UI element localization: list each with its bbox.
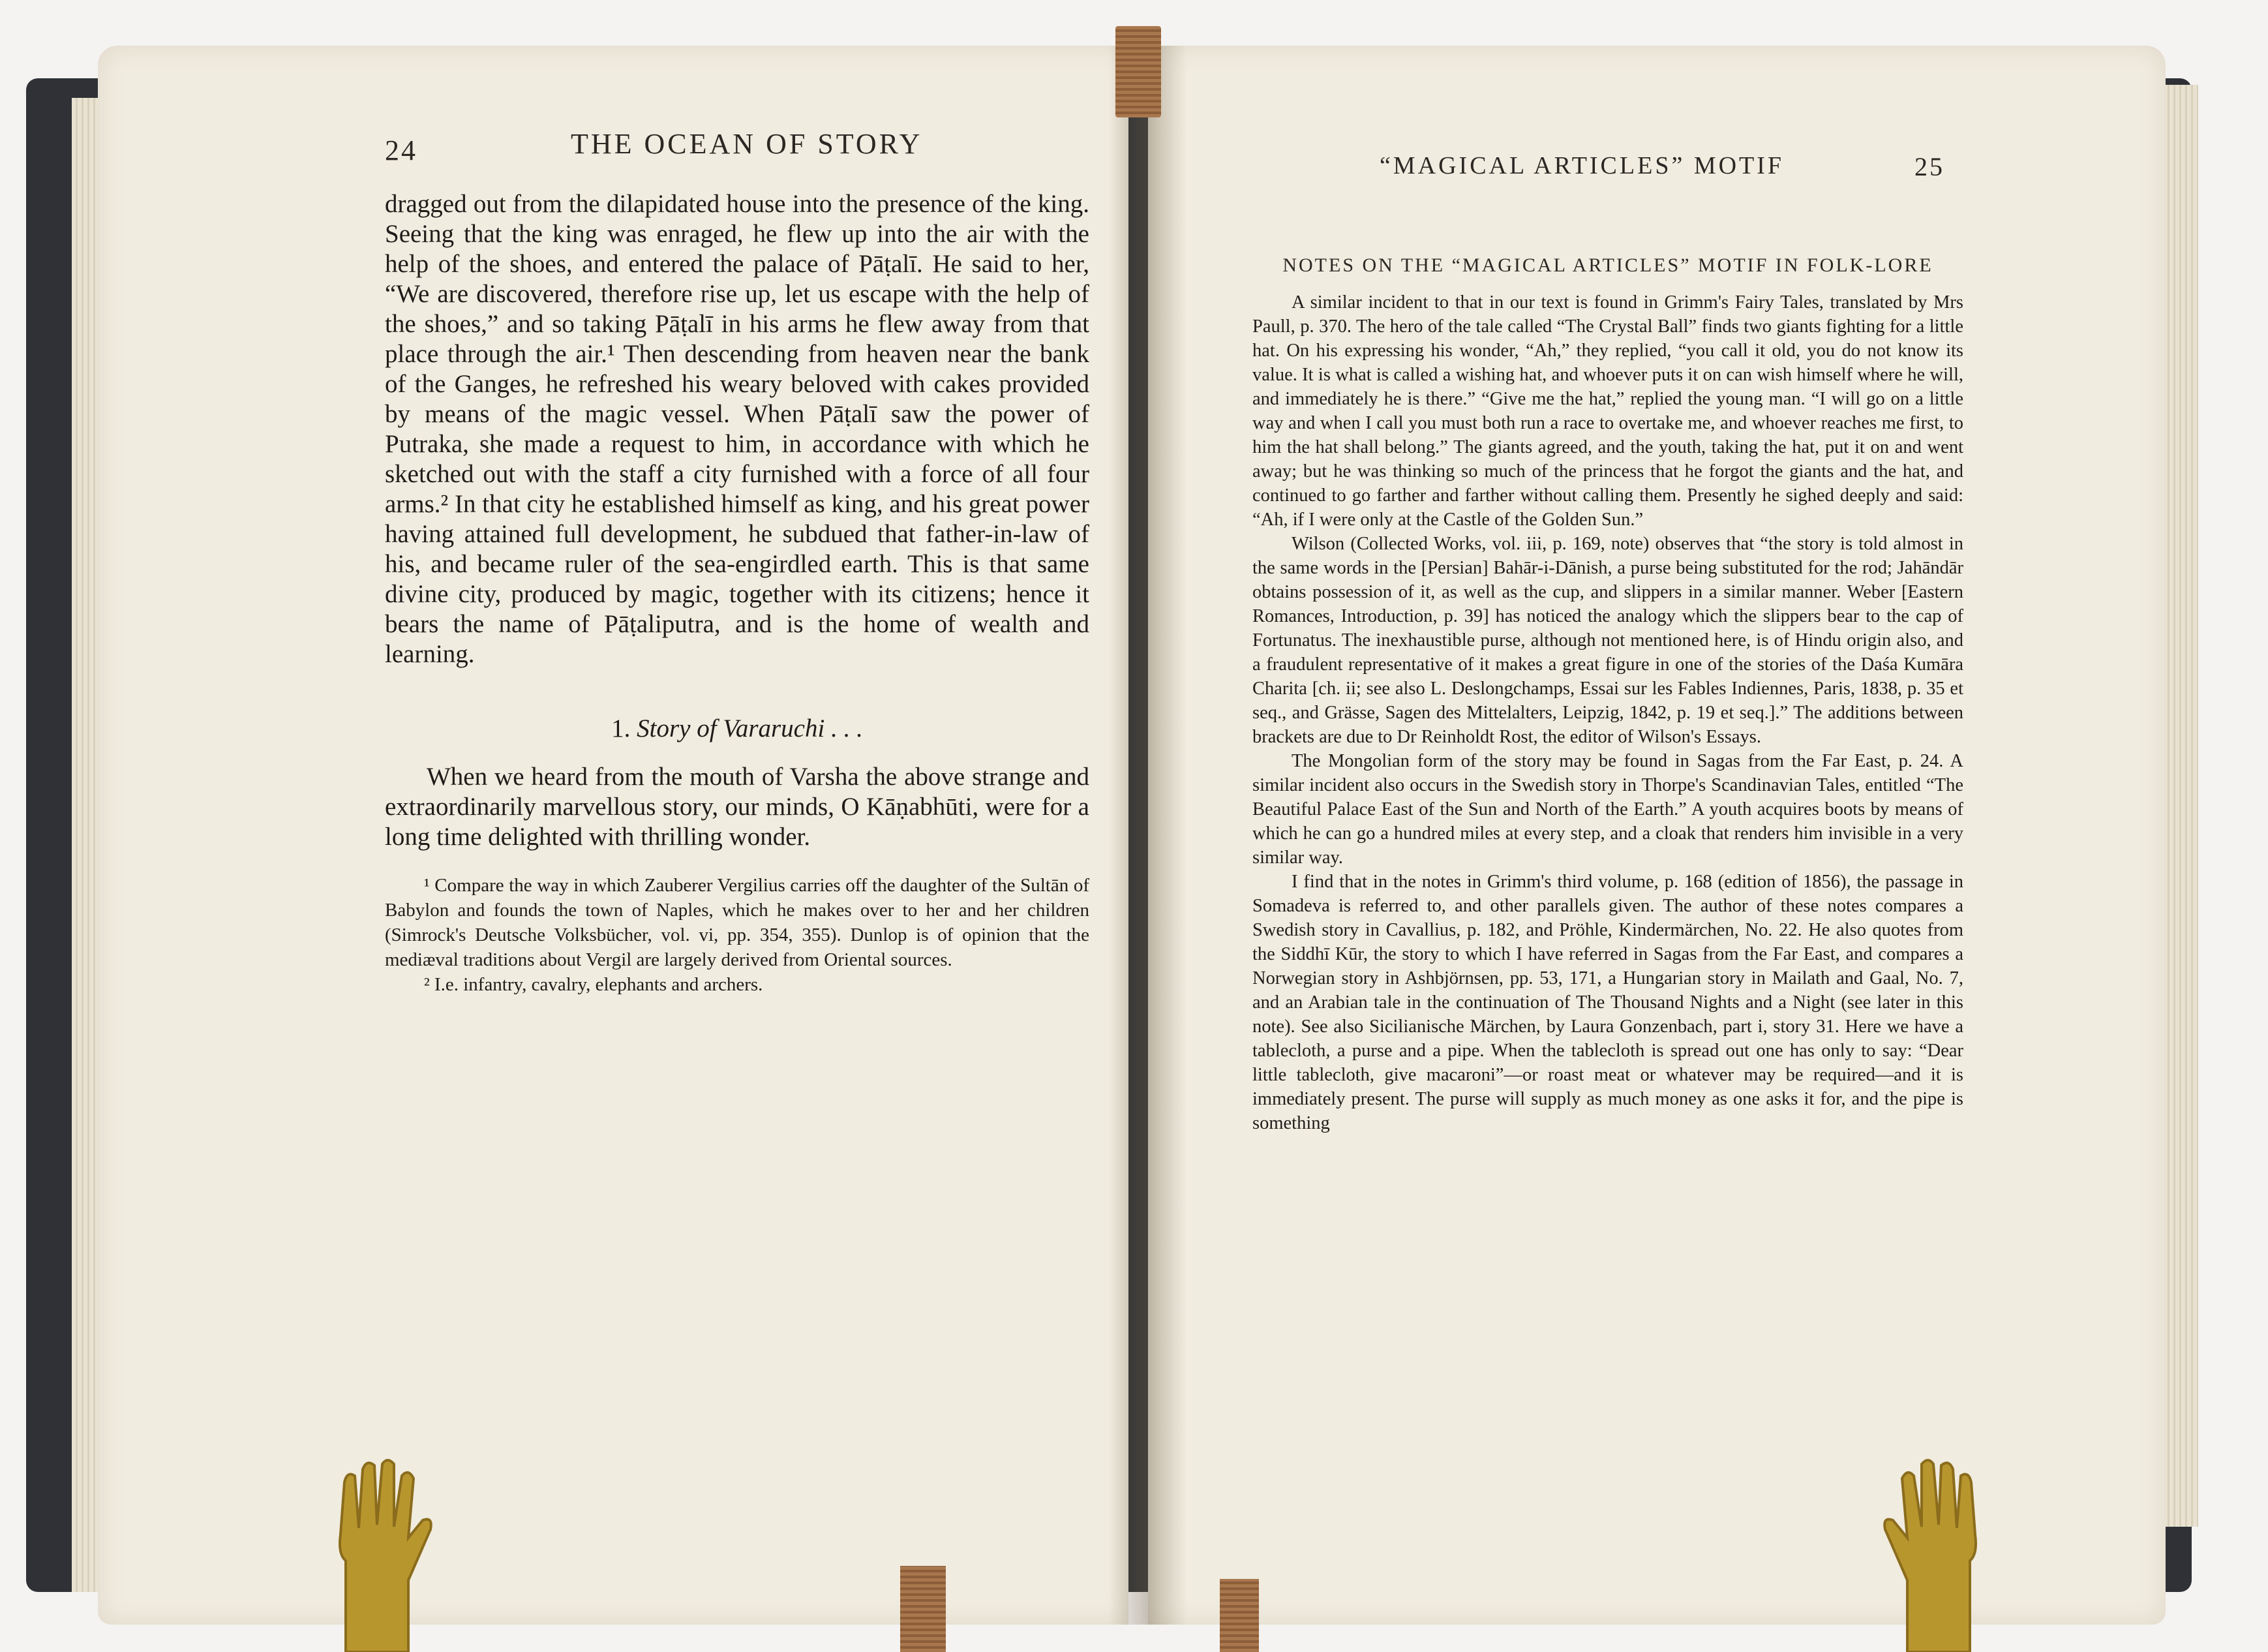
brass-hand-left-icon [326, 1456, 437, 1652]
right-paragraph-2: Wilson (Collected Works, vol. iii, p. 169, note) observes that “the story is told almost in the same words in the [Persian] Bahār-i-Dānish, a purse being substituted for the rod; Jahāndār obtains possession of it, as well as the cup, and slippers in a similar manner. Weber [Eastern Romances, Introduction, p. 39] has noticed the analogy which the slippers bear to the cap of Fortunatus. The inexhaustible purse, although not mentioned here, is of Hindu origin also, and a fraudulent representative of it makes a great figure in one of the stories of the Daśa Kumāra Charita [ch. ii; see also L. Deslongchamps, Essai sur les Fables Indiennes, Paris, 1838, p. 35 et seq., and Grässe, Sagen des Mittelalters, Leipzig, 1842, p. 19 et seq.].” The additions between brackets are due to Dr Reinholdt Rost, the editor of Wilson's Essays. [1252, 534, 1963, 747]
footnote-1: ¹ Compare the way in which Zauberer Vergilius carries off the daughter of the Sultān of Babylon and founds the town of Naples, which he makes over to her and her children (Simrock's Deutsche Volksbücher, vol. vi, pp. 354, 355). Dunlop is of opinion that the mediæval traditions about Vergil are largely derived from Oriental sources. [385, 875, 1089, 970]
bookmark-ribbon-bottom-right [1220, 1579, 1259, 1652]
section-number: 1. [611, 714, 631, 742]
section-title: Story of Vararuchi . . . [637, 714, 863, 742]
left-page-text [385, 189, 1089, 997]
bookmark-ribbon-bottom-left [900, 1566, 946, 1652]
left-paragraph-2: When we heard from the mouth of Varsha the above strange and extraordinarily marvellous story, our minds, O Kāṇabhūti, were for a long time delighted with thrilling wonder. [385, 763, 1089, 851]
bookmark-ribbon-top [1115, 26, 1161, 117]
right-running-head: “MAGICAL ARTICLES” MOTIF [1380, 152, 1785, 179]
notes-heading: NOTES ON THE “MAGICAL ARTICLES” MOTIF IN FOLK-LORE [1282, 254, 1933, 276]
left-running-head: THE OCEAN OF STORY [571, 128, 923, 160]
footnotes [385, 873, 1089, 997]
section-heading [385, 714, 1089, 744]
book-gutter [1109, 46, 1187, 1625]
right-paragraph-1: A similar incident to that in our text is found in Grimm's Fairy Tales, translated by Mrs Paull, p. 370. The hero of the tale called “The Crystal Ball” finds two giants fighting for a little hat. On his expressing his wonder, “Ah,” they replied, “you call it old, you do not know its value. It is what is called a wishing hat, and whoever puts it on can wish himself where he will, and immediately he is there.” “Give me the hat,” replied the young man. “I will go on a little way and when I call you must both run a race to overtake me, and whoever reaches me first, to him the hat shall belong.” The giants agreed, and the youth, taking the hat, put it on and went away; but he was thinking so much of the princess that he forgot the giants and the hat, and continued to go farther and farther without calling them. Presently he sighed deeply and said: “Ah, if I were only at the Castle of the Golden Sun.” [1252, 292, 1963, 530]
left-page-number: 24 [385, 134, 417, 166]
left-paragraph-1: dragged out from the dilapidated house into the presence of the king. Seeing that the king was enraged, he flew up into the air with the help of the shoes, and entered the palace of Pāṭalī. He said to her, “We are discovered, therefore rise up, let us escape with the help of the shoes,” and so taking Pāṭalī in his arms he flew away from that place through the air.¹ Then descending from heaven near the bank of the Ganges, he refreshed his weary beloved with cakes provided by means of the magic vessel. When Pāṭalī saw the power of Putraka, she made a request to him, in accordance with which he sketched out with the staff a city furnished with a force of all four arms.² In that city he established himself as king, and his great power having attained full development, he subdued that father-in-law of his, and became ruler of the sea-engirdled earth. This is that same divine city, produced by magic, together with its citizens; hence it bears the name of Pāṭaliputra, and is the home of wealth and learning. [385, 190, 1089, 668]
brass-hand-right-icon [1879, 1456, 1989, 1652]
right-paragraph-3: The Mongolian form of the story may be found in Sagas from the Far East, p. 24. A similar incident also occurs in the Swedish story in Thorpe's Scandinavian Tales, entitled “The Beautiful Palace East of the Sun and North of the Earth.” A youth acquires boots by means of which he can go a hundred miles at every step, and a cloak that renders him invisible in a very similar way. [1252, 751, 1963, 868]
right-paragraph-4: I find that in the notes in Grimm's third volume, p. 168 (edition of 1856), the passage in Somadeva is referred to, and other parallels given. The author of these notes compares a Swedish story in Cavallius, p. 182, and Pröhle, Kindermärchen, No. 22. He also quotes from the Siddhī Kūr, the story to which I have referred in Sagas from the Far East, and compares a Norwegian story in Ashbjörnsen, pp. 53, 171, a Hungarian story in Mailath and Gaal, No. 7, and an Arabian tale in the continuation of The Thousand Nights and a Night (see later in this note). See also Sicilianische Märchen, by Laura Gonzenbach, part i, story 31. Here we have a tablecloth, a purse and a pipe. When the tablecloth is spread out one has only to say: “Dear little tablecloth, give macaroni”—or roast meat or whatever may be required—and it is immediately present. The purse will supply as much money as one asks it for, and the pipe is something [1252, 872, 1963, 1133]
right-page-text [1252, 290, 1963, 1135]
footnote-2: ² I.e. infantry, cavalry, elephants and archers. [424, 974, 763, 995]
right-page-number: 25 [1914, 152, 1944, 181]
